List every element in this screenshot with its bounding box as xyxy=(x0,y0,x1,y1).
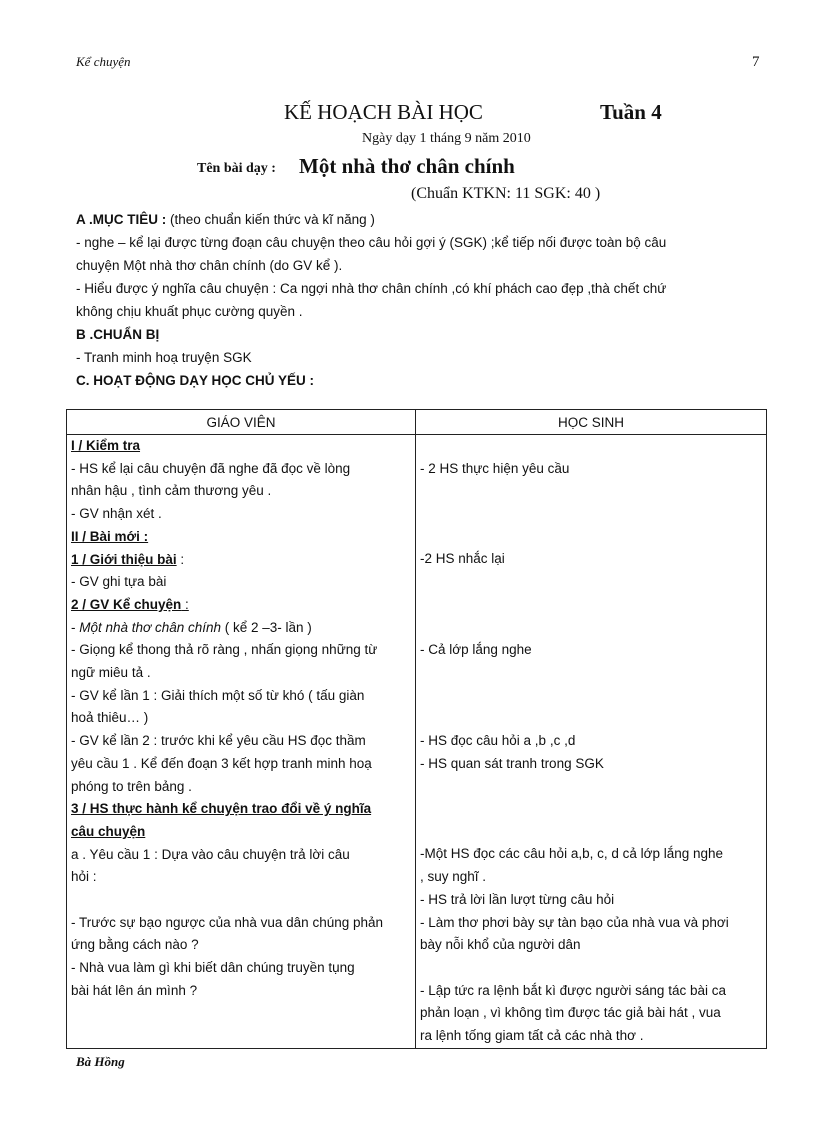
objectives-heading: A .MỤC TIÊU : xyxy=(76,212,167,227)
story-repeat-note: ( kể 2 –3- lần ) xyxy=(221,619,312,635)
lesson-label: Tên bài dạy : xyxy=(197,161,276,176)
teacher-line: - Trước sự bạo ngược của nhà vua dân chúng phản xyxy=(71,914,384,930)
student-line xyxy=(420,503,762,526)
teacher-cell xyxy=(67,435,416,1049)
teacher-line: - GV nhận xét . xyxy=(71,506,162,522)
teacher-line: yêu cầu 1 . Kể đến đoạn 3 kết hợp tranh minh hoạ xyxy=(71,755,372,771)
student-line xyxy=(420,594,762,617)
objectives-heading-line xyxy=(76,208,766,231)
table-header-row xyxy=(67,410,767,435)
intro-title: 1 / Giới thiệu bài xyxy=(71,551,177,567)
teacher-line: hỏi : xyxy=(71,869,97,885)
student-line: bày nỗi khổ của người dân xyxy=(420,937,581,953)
intro-colon: : xyxy=(176,551,185,567)
student-line xyxy=(420,526,762,549)
lesson-name: Một nhà thơ chân chính xyxy=(299,154,515,178)
storytelling-title: 2 / GV Kể chuyện xyxy=(71,596,182,612)
objective-line: không chịu khuất phục cường quyền . xyxy=(76,304,303,319)
student-line: ra lệnh tống giam tất cả các nhà thơ . xyxy=(420,1028,644,1044)
footer-author: Bà Hồng xyxy=(76,1054,125,1069)
student-line: -2 HS nhắc lại xyxy=(420,551,505,567)
section-check xyxy=(71,435,411,458)
document-title: KẾ HOẠCH BÀI HỌC xyxy=(284,100,483,124)
teacher-line: ngữ miêu tả . xyxy=(71,665,151,681)
student-line xyxy=(420,821,762,844)
teacher-line: - GV kể lần 1 : Giải thích một số từ khó ( tấu giàn xyxy=(71,687,365,703)
student-line xyxy=(420,662,762,685)
standard-reference: (Chuẩn KTKN: 11 SGK: 40 ) xyxy=(411,185,601,202)
teaching-date: Ngày dạy 1 tháng 9 năm 2010 xyxy=(362,131,531,146)
student-line: - Lập tức ra lệnh bắt kì được người sáng tác bài ca xyxy=(420,982,726,998)
story-title-line xyxy=(71,617,411,640)
student-line: phản loạn , vì không tìm được tác giả bài hát , vua xyxy=(420,1005,721,1021)
teacher-line: hoả thiêu… ) xyxy=(71,710,149,726)
page-number: 7 xyxy=(752,54,760,70)
story-title: Một nhà thơ chân chính xyxy=(79,619,221,635)
teacher-line: - GV kể lần 2 : trước khi kể yêu cầu HS đọc thầm xyxy=(71,733,366,749)
teacher-line: - Giọng kể thong thả rõ ràng , nhấn giọng những từ xyxy=(71,642,378,658)
student-cell xyxy=(416,435,767,1049)
teacher-line: phóng to trên bảng . xyxy=(71,778,192,794)
preparation-line: - Tranh minh hoạ truyện SGK xyxy=(76,350,252,365)
activities-heading: C. HOẠT ĐỘNG DẠY HỌC CHỦ YẾU : xyxy=(76,373,315,388)
section-objectives xyxy=(76,208,766,392)
dash: - xyxy=(71,619,80,635)
teacher-line: nhân hậu , tình cảm thương yêu . xyxy=(71,483,272,499)
student-line xyxy=(420,571,762,594)
week-label: Tuần 4 xyxy=(600,100,662,124)
student-line xyxy=(420,685,762,708)
teacher-line: - GV ghi tựa bài xyxy=(71,574,167,590)
teacher-line: ứng bằng cách nào ? xyxy=(71,937,199,953)
student-line: - 2 HS thực hiện yêu cầu xyxy=(420,460,570,476)
student-line: - HS đọc câu hỏi a ,b ,c ,d xyxy=(420,732,576,748)
teacher-line: - Nhà vua làm gì khi biết dân chúng truyền tụng xyxy=(71,960,355,976)
header-subject: Kể chuyện xyxy=(76,54,131,69)
teacher-line: - HS kể lại câu chuyện đã nghe đã đọc về lòng xyxy=(71,460,351,476)
student-line: -Một HS đọc các câu hỏi a,b, c, d cả lớp lắng nghe xyxy=(420,846,724,862)
activities-table xyxy=(66,409,767,1049)
student-column-header: HỌC SINH xyxy=(416,410,767,435)
preparation-heading: B .CHUẨN BỊ xyxy=(76,327,160,342)
teacher-line: bài hát lên án mình ? xyxy=(71,982,198,998)
student-line: - HS trả lời lần lượt từng câu hỏi xyxy=(420,891,615,907)
teacher-line xyxy=(71,889,411,912)
objective-line: chuyện Một nhà thơ chân chính (do GV kể ). xyxy=(76,258,343,273)
objective-line: - nghe – kể lại được từng đoạn câu chuyện theo câu hỏi gợi ý (SGK) ;kể tiếp nối được toàn bộ câu xyxy=(76,235,667,250)
teacher-line: a . Yêu cầu 1 : Dựa vào câu chuyện trả lời câu xyxy=(71,846,350,862)
practice-title-cont: câu chuyện xyxy=(71,823,146,839)
student-line xyxy=(420,957,762,980)
teacher-line xyxy=(71,1003,411,1026)
practice-title: 3 / HS thực hành kể chuyện trao đổi về ý nghĩa xyxy=(71,801,372,817)
student-line xyxy=(420,798,762,821)
student-line: - Cả lớp lắng nghe xyxy=(420,642,532,658)
student-line xyxy=(420,775,762,798)
student-line: - HS quan sát tranh trong SGK xyxy=(420,755,604,771)
student-line xyxy=(420,707,762,730)
storytelling-colon: : xyxy=(181,596,189,612)
teacher-column-header: GIÁO VIÊN xyxy=(67,410,416,435)
check-title: I / Kiểm tra xyxy=(71,438,141,453)
student-line xyxy=(420,435,762,458)
storytelling-line xyxy=(71,594,411,617)
student-line: , suy nghĩ . xyxy=(420,869,487,885)
section-new-lesson: II / Bài mới : xyxy=(71,528,149,544)
table-row xyxy=(67,435,767,1049)
student-line xyxy=(420,617,762,640)
student-line xyxy=(420,480,762,503)
student-line: - Làm thơ phơi bày sự tàn bạo của nhà vua và phơi xyxy=(420,914,729,930)
intro-line xyxy=(71,549,411,572)
teacher-line xyxy=(71,1025,411,1048)
objective-line: - Hiểu được ý nghĩa câu chuyện : Ca ngợi nhà thơ chân chính ,có khí phách cao đẹp ,thà chết chứ xyxy=(76,281,667,296)
objectives-note: (theo chuẩn kiến thức và kĩ năng ) xyxy=(166,212,375,227)
